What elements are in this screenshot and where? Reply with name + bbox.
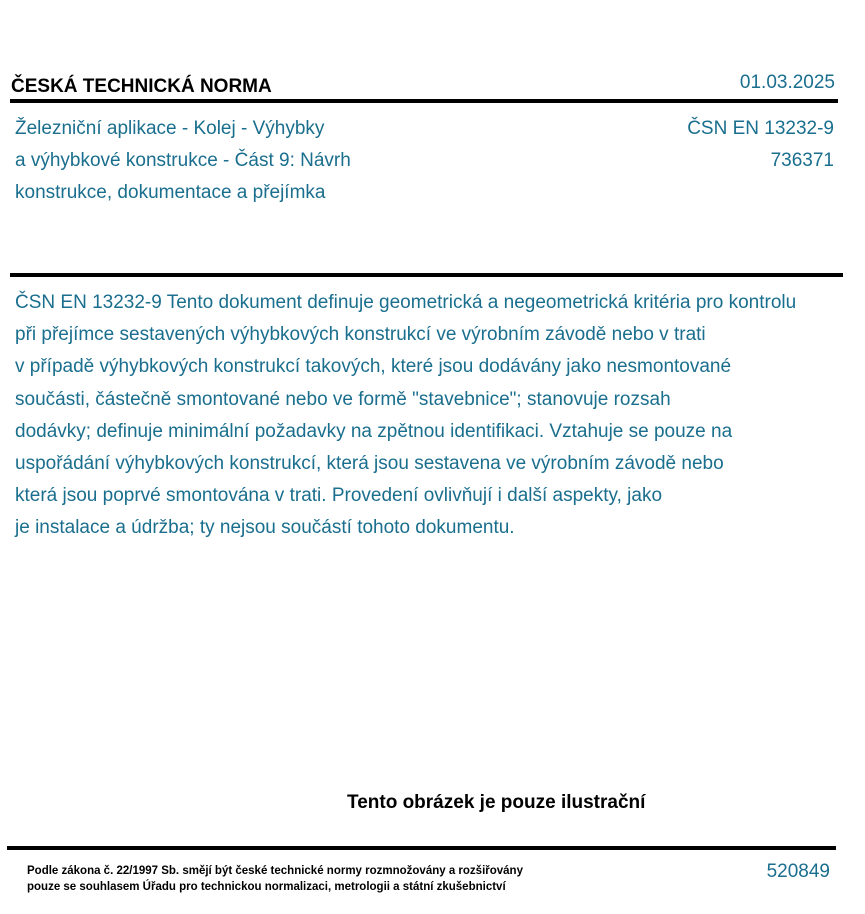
catalog-number: 736371 <box>770 150 834 171</box>
abstract-line: uspořádání výhybkových konstrukcí, která jsou sestavena ve výrobním závodě nebo <box>15 453 724 475</box>
abstract-line: která jsou poprvé smontována v trati. Provedení ovlivňují i další aspekty, jako <box>15 485 663 507</box>
standard-identifiers <box>687 113 834 177</box>
standard-code: ČSN EN 13232-9 <box>687 118 834 139</box>
standard-title-line: Železniční aplikace - Kolej - Výhybky <box>15 118 325 139</box>
abstract-text <box>15 287 865 545</box>
standard-title-line: a výhybkové konstrukce - Část 9: Návrh <box>15 150 351 171</box>
legal-notice <box>27 863 523 895</box>
legal-notice-line: pouze se souhlasem Úřadu pro technickou normalizaci, metrologii a státní zkušebnictví <box>27 881 506 893</box>
standard-title <box>15 113 435 209</box>
bottom-divider <box>7 846 836 850</box>
abstract-line: při přejímce sestavených výhybkových konstrukcí ve výrobním závodě nebo v trati <box>15 324 706 346</box>
illustration-note: Tento obrázek je pouze ilustrační <box>347 792 646 813</box>
abstract-line: je instalace a údržba; ty nejsou součástí tohoto dokumentu. <box>15 517 515 539</box>
middle-divider <box>10 273 843 277</box>
document-number: 520849 <box>766 861 830 882</box>
document-type-heading: ČESKÁ TECHNICKÁ NORMA <box>11 76 272 97</box>
legal-notice-line: Podle zákona č. 22/1997 Sb. smějí být české technické normy rozmnožovány a rozšiřovány <box>27 865 523 877</box>
abstract-line: součásti, částečně smontované nebo ve formě "stavebnice"; stanovuje rozsah <box>15 388 671 410</box>
publication-date: 01.03.2025 <box>739 72 835 93</box>
abstract-line: dodávky; definuje minimální požadavky na zpětnou identifikaci. Vztahuje se pouze na <box>15 420 733 442</box>
standard-title-line: konstrukce, dokumentace a přejímka <box>15 182 326 203</box>
abstract-line: ČSN EN 13232-9 Tento dokument definuje geometrická a negeometrická kritéria pro kontrolu <box>15 292 797 313</box>
top-divider <box>10 99 838 103</box>
abstract-line: v případě výhybkových konstrukcí takových, které jsou dodávány jako nesmontované <box>15 356 732 378</box>
